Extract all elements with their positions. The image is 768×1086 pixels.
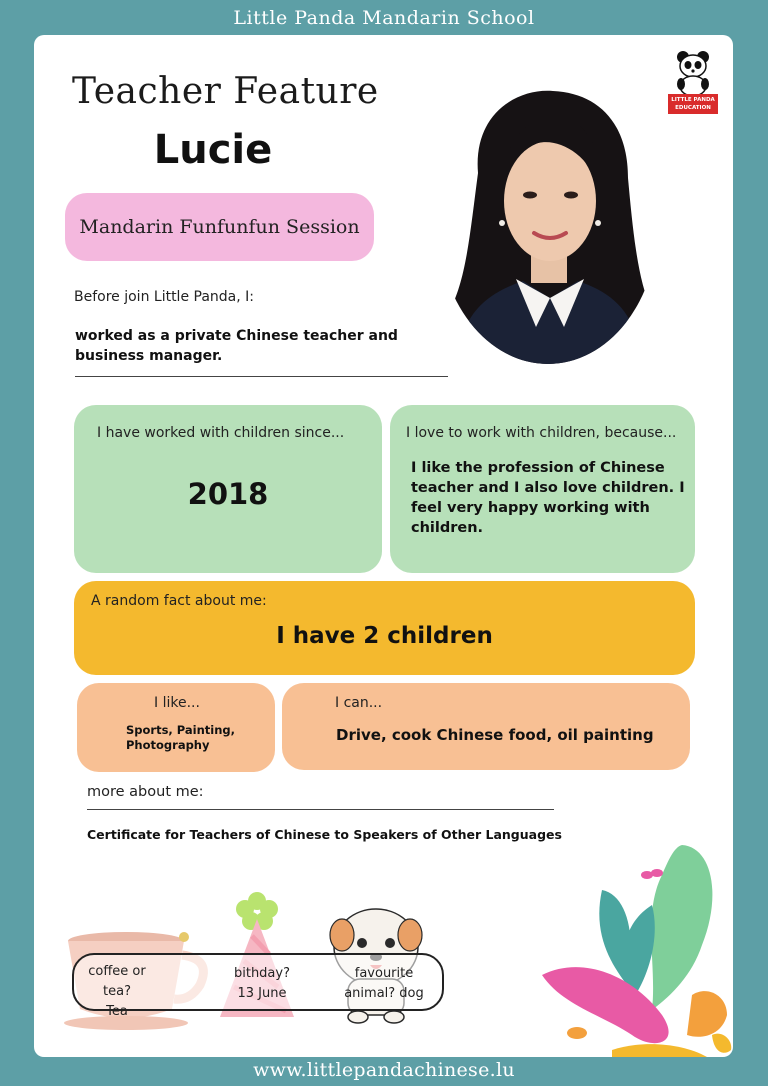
certificate-value: Certificate for Teachers of Chinese to Speakers of Other Languages — [87, 827, 562, 842]
likes-value — [126, 723, 266, 753]
logo-text-line1: LITTLE PANDA — [671, 97, 715, 103]
decorative-leaves — [532, 835, 733, 1057]
school-logo — [668, 48, 718, 114]
since-label: I have worked with children since... — [97, 425, 345, 441]
teacher-feature-card — [34, 35, 733, 1057]
drink-question: coffee or tea? — [88, 964, 146, 999]
since-year: 2018 — [187, 477, 269, 511]
divider — [75, 376, 448, 377]
background-value: worked as a private Chinese teacher and business manager. — [75, 328, 398, 364]
skills-card — [282, 683, 690, 770]
logo-text-line2: EDUCATION — [675, 105, 711, 111]
session-badge — [65, 193, 374, 261]
more-label: more about me: — [87, 784, 204, 800]
reason-card — [390, 405, 695, 573]
teacher-name: Lucie — [153, 127, 273, 173]
trivia-bar — [72, 953, 444, 1019]
logo-label — [668, 94, 718, 114]
animal-question: favourite — [354, 966, 414, 981]
likes-label: I like... — [154, 695, 200, 711]
likes-value-line1: Sports, Painting, — [126, 723, 236, 737]
teacher-photo — [438, 83, 658, 364]
website-link[interactable]: www.littlepandachinese.lu — [253, 1059, 515, 1081]
panda-icon — [668, 48, 718, 96]
reason-value: I like the profession of Chinese teacher and I also love children. I feel very happy working with children. — [411, 460, 685, 536]
fact-value: I have 2 children — [276, 623, 493, 649]
drink-answer: Tea — [106, 1004, 128, 1019]
drink-item — [78, 962, 156, 1022]
since-card — [74, 405, 382, 573]
animal-answer: animal? dog — [344, 986, 424, 1001]
likes-card — [77, 683, 275, 772]
reason-label: I love to work with children, because... — [406, 425, 677, 441]
animal-item — [336, 964, 432, 1004]
feature-title: Teacher Feature — [72, 71, 379, 112]
skills-label: I can... — [335, 695, 383, 711]
birthday-question: bithday? — [233, 966, 290, 981]
divider — [87, 809, 554, 810]
school-name: Little Panda Mandarin School — [233, 7, 535, 29]
random-fact-card — [74, 581, 695, 675]
fact-label: A random fact about me: — [91, 593, 267, 609]
birthday-answer: 13 June — [237, 986, 287, 1001]
birthday-item — [222, 964, 302, 1004]
background-label: Before join Little Panda, I: — [74, 289, 254, 305]
likes-value-line2: Photography — [126, 738, 210, 752]
session-name: Mandarin Funfunfun Session — [79, 216, 360, 238]
skills-value: Drive, cook Chinese food, oil painting — [336, 726, 654, 744]
